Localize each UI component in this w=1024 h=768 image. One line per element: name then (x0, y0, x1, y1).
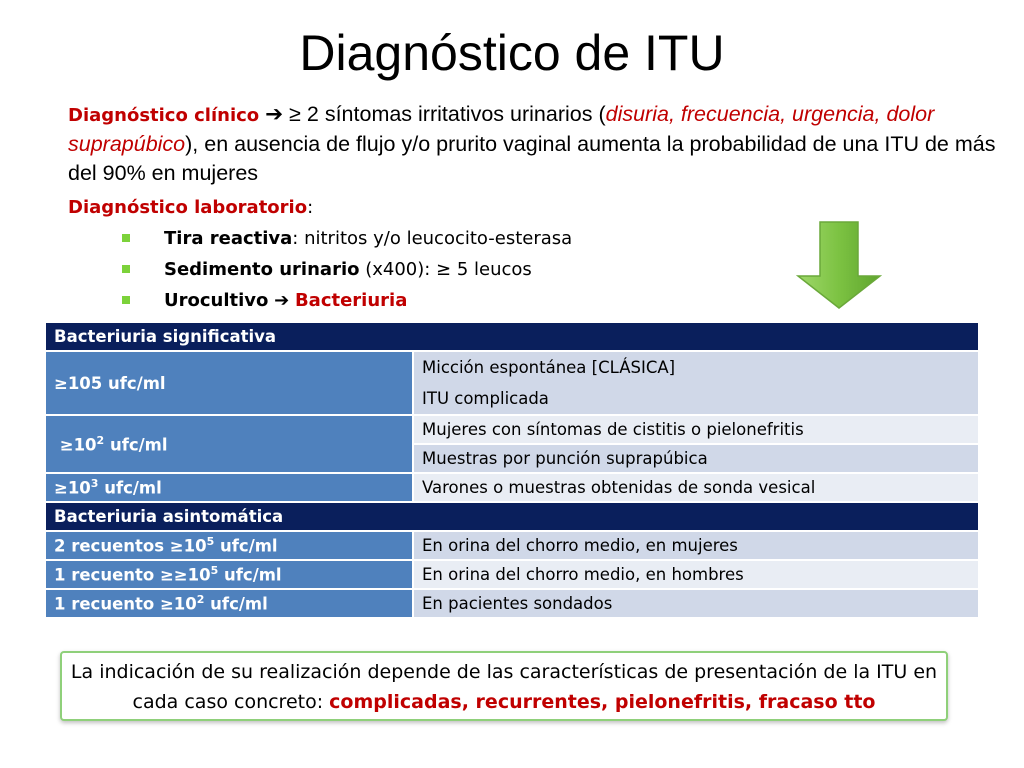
table-cell-right (413, 351, 979, 415)
clinical-text-2: ), en ausencia de flujo y/o prurito vaginal aumenta la probabilidad de una ITU de más del 90% en mujeres (68, 132, 996, 185)
table-row (45, 415, 979, 444)
cell-superscript: 3 (90, 477, 99, 491)
indication-note-box (60, 651, 948, 721)
lab-bullet-list (118, 225, 572, 318)
cell-superscript: 2 (96, 433, 105, 447)
cell-text: ≥10 (59, 435, 97, 455)
square-bullet-icon (122, 234, 130, 242)
table-cell-right: En pacientes sondados (413, 589, 979, 618)
table-cell-right: Mujeres con síntomas de cistitis o pielonefritis (413, 415, 979, 444)
table-cell-left (45, 473, 413, 502)
table-cell-left (45, 415, 413, 473)
clinical-text-1: ≥ 2 síntomas irritativos urinarios ( (283, 102, 606, 126)
lab-colon: : (307, 197, 314, 218)
table-row (45, 351, 979, 415)
cell-text: 1 recuento ≥≥10 (54, 565, 211, 585)
square-bullet-icon (122, 265, 130, 273)
square-bullet-icon (122, 296, 130, 304)
table-row (45, 473, 979, 502)
table-cell-left (45, 560, 413, 589)
bullet-red-text: Bacteriuria (294, 290, 408, 311)
cell-unit: ufc/ml (98, 478, 162, 498)
table-cell-left: ≥105 ufc/ml (45, 351, 413, 415)
cell-superscript: 5 (210, 564, 219, 578)
table-cell-right: En orina del chorro medio, en hombres (413, 560, 979, 589)
note-text: La indicación de su realización depende de las características de presentación de la ITU en cada caso concreto: (70, 661, 938, 713)
cell-unit: ufc/ml (104, 435, 168, 455)
cell-line: ITU complicada (422, 389, 549, 408)
cell-superscript: 2 (196, 593, 205, 607)
table-cell-left (45, 531, 413, 560)
note-red-text: complicadas, recurrentes, pielonefritis, fracaso tto (329, 691, 876, 713)
cell-unit: ufc/ml (204, 594, 268, 614)
slide-title: Diagnóstico de ITU (299, 25, 725, 81)
section-header-asintomatica: Bacteriuria asintomática (45, 502, 979, 531)
bullet-bold: Sedimento urinario (164, 259, 360, 280)
list-item (118, 287, 572, 318)
bullet-text: (x400): ≥ 5 leucos (359, 259, 532, 280)
table-row (45, 502, 979, 531)
table-row (45, 560, 979, 589)
bullet-bold: Tira reactiva (164, 228, 293, 249)
table-row (45, 322, 979, 351)
table-cell-right: Varones o muestras obtenidas de sonda vesical (413, 473, 979, 502)
clinical-diagnosis-paragraph (68, 100, 998, 188)
bullet-bold: Urocultivo (164, 290, 269, 311)
cell-text: ≥10 (54, 478, 91, 498)
table-row (45, 589, 979, 618)
table-row (45, 531, 979, 560)
table-cell-left (45, 589, 413, 618)
bullet-text: : nitritos y/o leucocito-esterasa (292, 228, 573, 249)
cell-superscript: 5 (206, 535, 215, 549)
table-cell-right: Muestras por punción suprapúbica (413, 444, 979, 473)
list-item (118, 256, 572, 287)
down-arrow-icon (796, 220, 882, 310)
list-item (118, 225, 572, 256)
bacteriuria-table (44, 321, 980, 619)
lab-label: Diagnóstico laboratorio (68, 197, 308, 218)
right-arrow-icon: ➔ (265, 102, 284, 126)
cell-line: Micción espontánea [CLÁSICA] (422, 358, 676, 377)
cell-text: 1 recuento ≥10 (54, 594, 197, 614)
right-arrow-icon: ➔ (274, 290, 290, 311)
lab-diagnosis-heading (68, 195, 313, 221)
cell-unit: ufc/ml (218, 565, 282, 585)
symptoms-text: disuria, frecuencia, urgencia, dolor suprapúbico (68, 102, 935, 156)
section-header-significativa: Bacteriuria significativa (45, 322, 979, 351)
cell-text: 2 recuentos ≥10 (54, 536, 207, 556)
clinical-label: Diagnóstico clínico (68, 105, 260, 126)
table-cell-right: En orina del chorro medio, en mujeres (413, 531, 979, 560)
cell-unit: ufc/ml (214, 536, 278, 556)
